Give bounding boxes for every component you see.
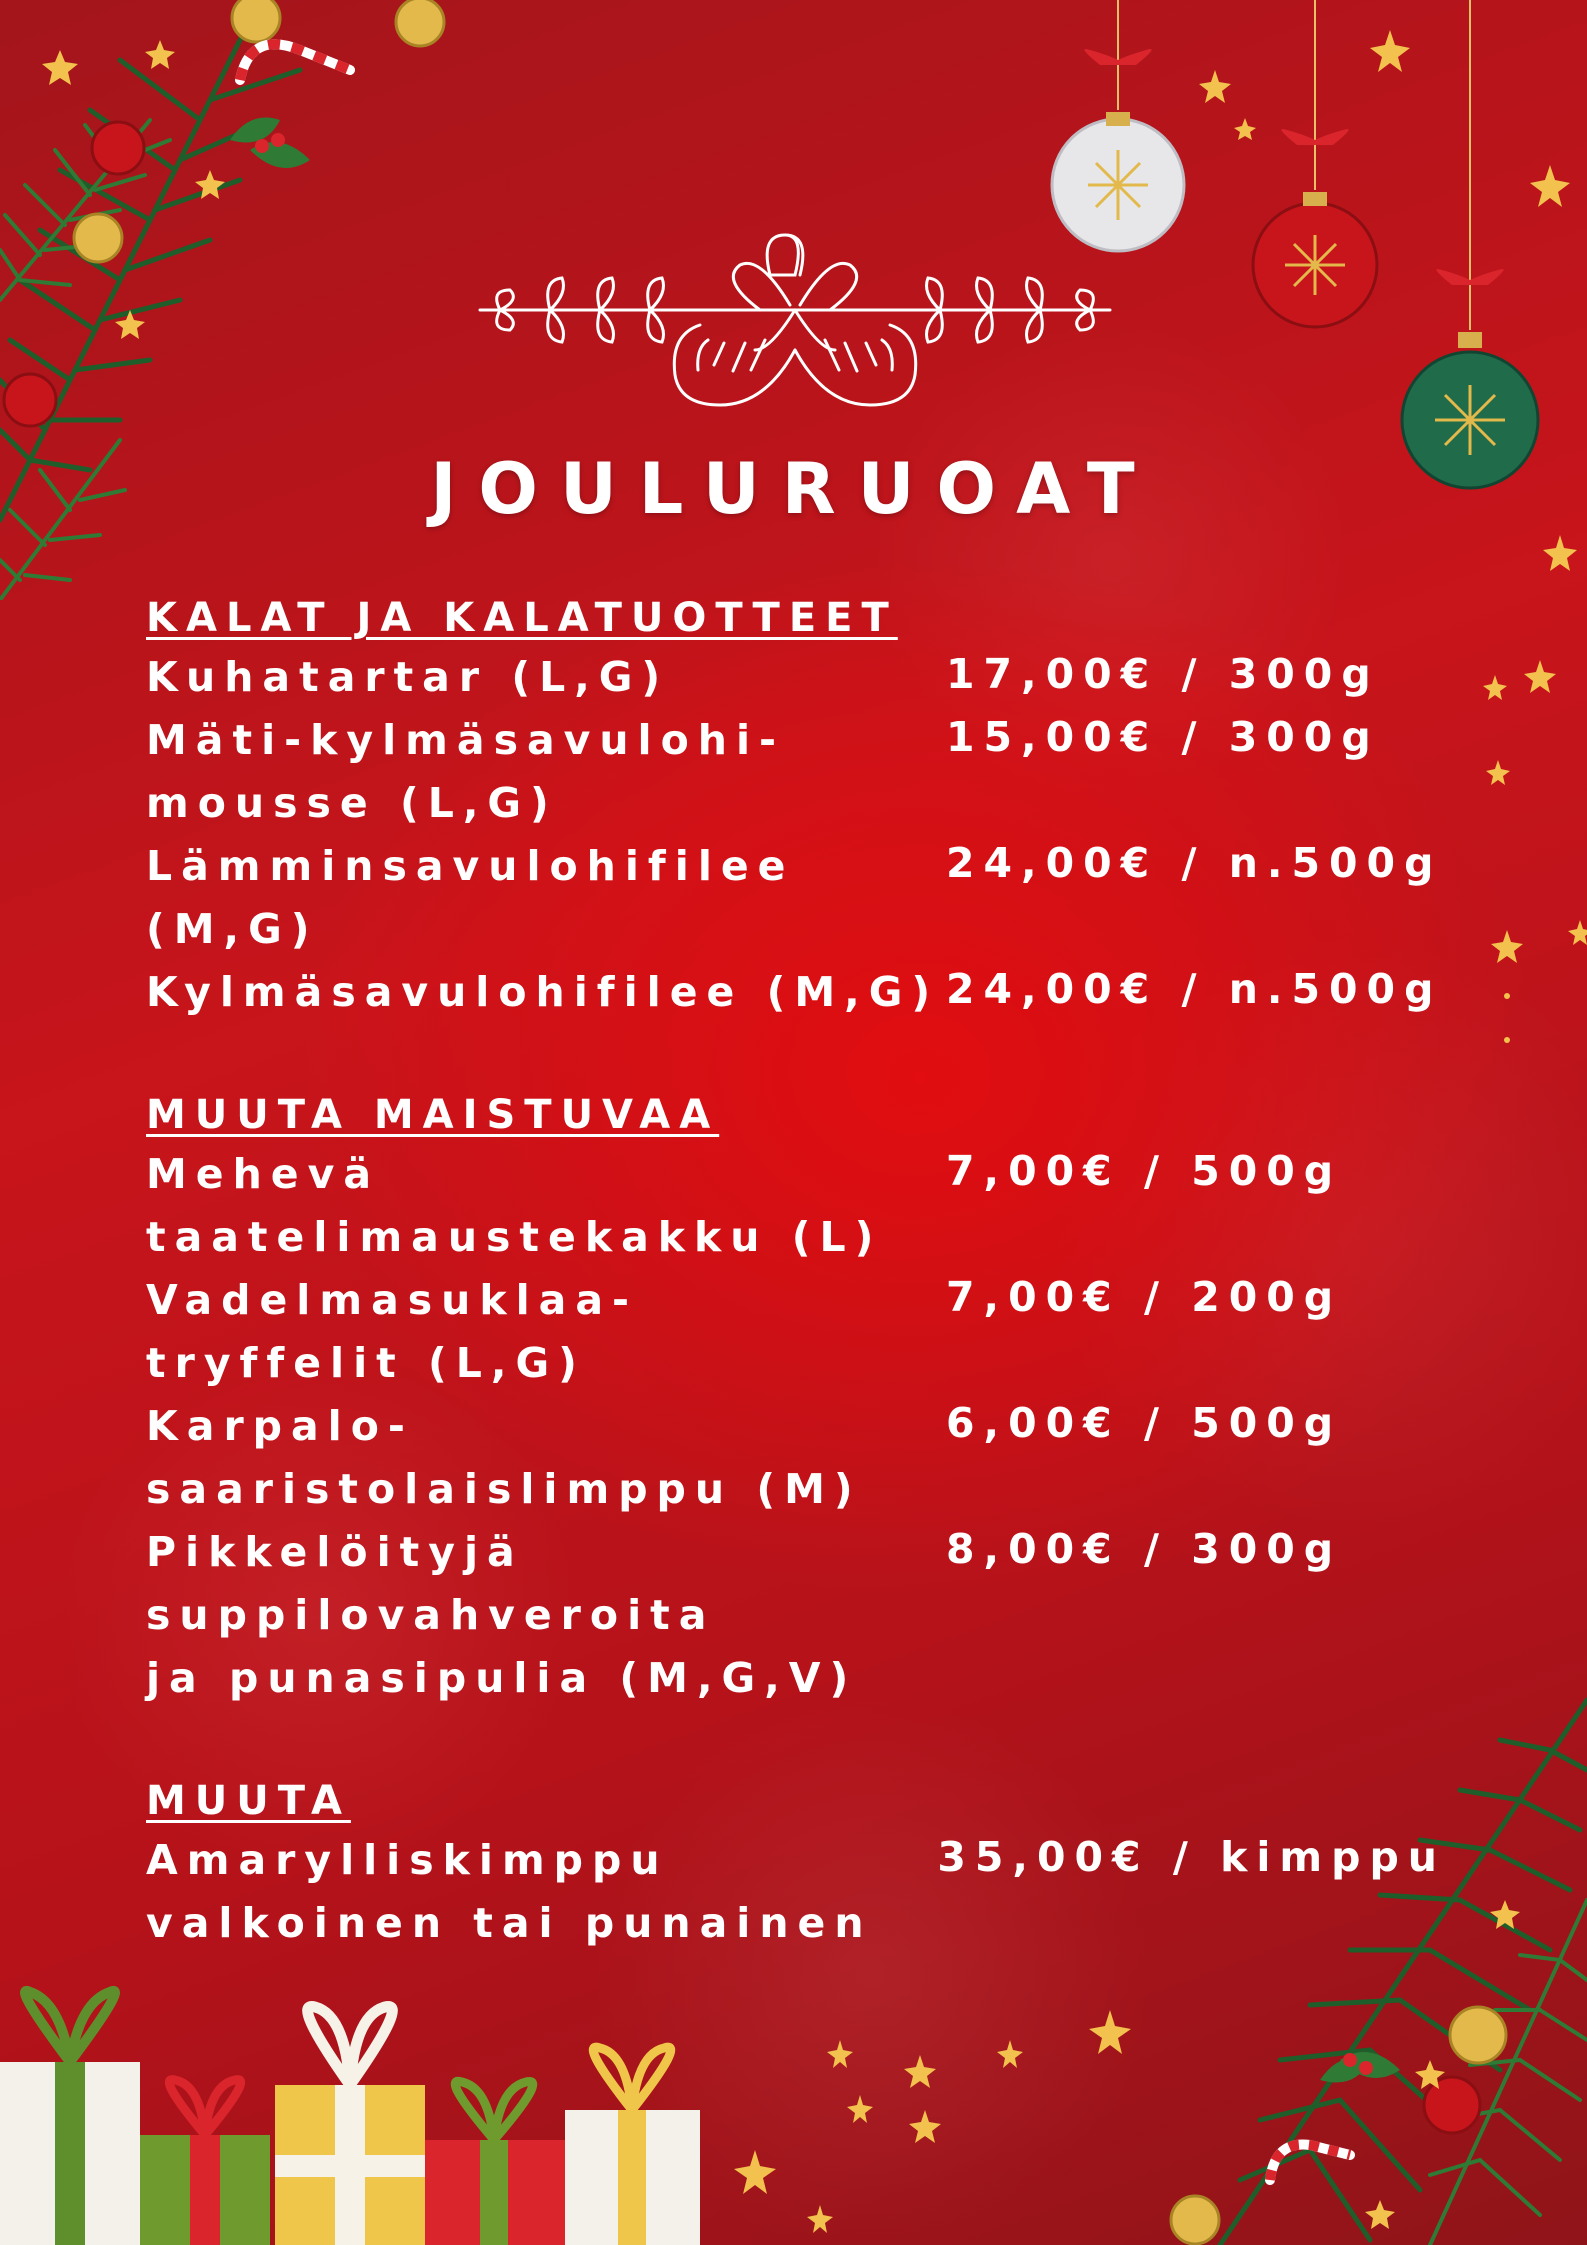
menu-item: [146, 1269, 1446, 1395]
item-name: Karpalo- saaristolaislimppu (M): [146, 1402, 862, 1513]
item-name: Kylmäsavulohifilee (M,G): [146, 968, 940, 1016]
menu-item: [146, 835, 1446, 961]
item-name: Lämminsavulohifilee (M,G): [146, 842, 795, 953]
item-price: 24,00€ / n.500g: [946, 965, 1443, 1013]
item-price: 8,00€ / 300g: [946, 1525, 1343, 1573]
item-price: 17,00€ / 300g: [946, 650, 1380, 698]
item-name: Amarylliskimppu valkoinen tai punainen: [146, 1836, 873, 1947]
menu-item: [146, 646, 1446, 709]
menu-item: [146, 961, 1446, 1024]
item-name: Mehevä taatelimaustekakku (L): [146, 1150, 883, 1261]
page-title: JOULURUOAT: [430, 448, 1157, 530]
menu-item: [146, 1829, 1446, 1955]
item-name: Mäti-kylmäsavulohi- mousse (L,G): [146, 716, 786, 827]
section-heading: MUUTA MAISTUVAA: [146, 1092, 720, 1138]
item-price: 6,00€ / 500g: [946, 1399, 1343, 1447]
sparkle-stars-icon: [1460, 520, 1587, 1060]
item-name: Pikkelöityjä suppilovahveroita ja punasipulia (M,G,V): [146, 1528, 858, 1702]
gift-boxes-icon: [0, 1980, 720, 2245]
item-price: 7,00€ / 200g: [946, 1273, 1343, 1321]
menu-list: [146, 590, 1446, 1955]
menu-section-kalat: [146, 590, 1446, 1024]
menu-item: [146, 709, 1446, 835]
item-price: 7,00€ / 500g: [946, 1147, 1343, 1195]
item-price: 35,00€ / kimppu: [937, 1833, 1446, 1881]
section-spacer: [146, 1024, 1446, 1087]
menu-item: [146, 1521, 1446, 1710]
menu-section-muuta: [146, 1773, 1446, 1955]
item-price: 24,00€ / n.500g: [946, 839, 1443, 887]
item-price: 15,00€ / 300g: [946, 713, 1380, 761]
menu-item: [146, 1395, 1446, 1521]
menu-section-muuta-maistuvaa: [146, 1087, 1446, 1710]
section-spacer: [146, 1710, 1446, 1773]
candy-cane-flourish-icon: [470, 215, 1120, 415]
item-name: Kuhatartar (L,G): [146, 653, 670, 701]
item-name: Vadelmasuklaa- tryffelit (L,G): [146, 1276, 639, 1387]
menu-item: [146, 1143, 1446, 1269]
section-heading: KALAT JA KALATUOTTEET: [146, 595, 898, 641]
section-heading: MUUTA: [146, 1778, 351, 1824]
